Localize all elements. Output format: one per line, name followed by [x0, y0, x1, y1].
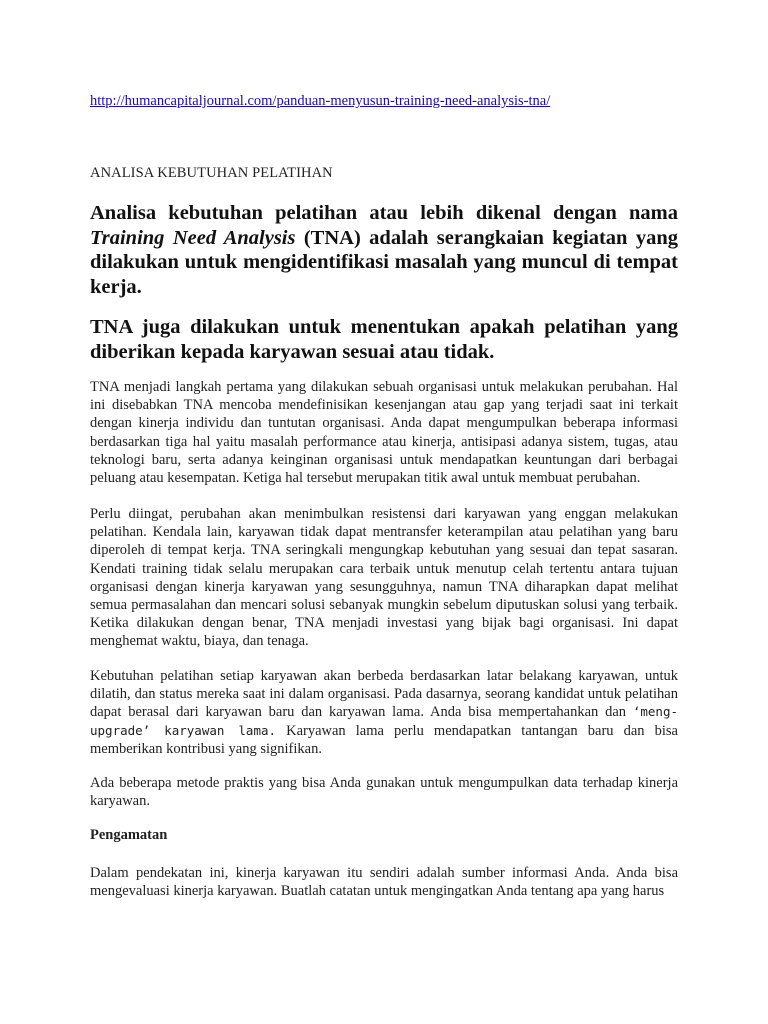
source-link[interactable]: http://humancapitaljournal.com/panduan-menyusun-training-need-analysis-tna/: [90, 93, 551, 109]
heading-paragraph-1: [90, 201, 678, 299]
paragraph3-mono-text: ‘meng-upgrade’ karyawan lama.: [90, 704, 678, 738]
heading-paragraph-2: TNA juga dilakukan untuk menentukan apakah pelatihan yang diberikan kepada karyawan sesuai atau tidak.: [90, 316, 678, 363]
paragraph3-text-2: Karyawan lama perlu mendapatkan tantangan baru dan bisa memberikan kontribusi yang signifikan.: [90, 722, 678, 757]
paragraph3-text-1: Kebutuhan pelatihan setiap karyawan akan berbeda berdasarkan latar belakang karyawan, untuk dilatih, dan status mereka saat ini dalam organisasi. Pada dasarnya, seorang kandidat untuk pelatihan dapat berasal dari karyawan baru dan karyawan lama. Anda bisa mempertahankan dan: [90, 668, 678, 721]
body-paragraph-3: [90, 667, 678, 758]
body-paragraph-4: Ada beberapa metode praktis yang bisa Anda gunakan untuk mengumpulkan data terhadap kinerja karyawan.: [90, 775, 678, 810]
section-title: ANALISA KEBUTUHAN PELATIHAN: [90, 165, 333, 181]
heading1-italic: Training Need Analysis: [90, 226, 296, 249]
body-paragraph-1: TNA menjadi langkah pertama yang dilakukan sebuah organisasi untuk melakukan perubahan. Hal ini disebabkan TNA mencoba mendefinisikan kesenjangan atau gap yang terjadi saat ini terkait dengan kinerja individu dan tuntutan organisasi. Anda dapat mengumpulkan beberapa informasi berdasarkan tiga hal yaitu masalah performance atau kinerja, antisipasi adanya sistem, tugas, atau teknologi baru, serta adanya keinginan organisasi untuk mendapatkan keuntungan dari berbagai peluang atau kesempatan. Ketiga hal tersebut merupakan titik awal untuk membuat perubahan.: [90, 379, 678, 487]
subheading-pengamatan: Pengamatan: [90, 827, 168, 843]
heading1-text-2: (TNA) adalah serangkaian kegiatan yang dilakukan untuk mengidentifikasi masalah yang muncul di tempat kerja.: [90, 226, 678, 298]
body-paragraph-5: Dalam pendekatan ini, kinerja karyawan itu sendiri adalah sumber informasi Anda. Anda bisa mengevaluasi kinerja karyawan. Buatlah catatan untuk mengingatkan Anda tentang apa yang harus: [90, 865, 678, 900]
body-paragraph-2: Perlu diingat, perubahan akan menimbulkan resistensi dari karyawan yang enggan melakukan pelatihan. Kendala lain, karyawan tidak dapat mentransfer keterampilan atau pelatihan yang baru diperoleh di tempat kerja. TNA seringkali mengungkap kebutuhan yang sesuai dan tepat sasaran. Kendati training tidak selalu merupakan cara terbaik untuk menutup celah tertentu antara tujuan organisasi dengan kinerja karyawan yang sesungguhnya, namun TNA diharapkan dapat melihat semua permasalahan dan mencari solusi sebanyak mungkin sebelum diputuskan solusi yang terbaik. Ketika dilakukan dengan benar, TNA menjadi investasi yang bijak bagi organisasi. Ini dapat menghemat waktu, biaya, dan tenaga.: [90, 506, 678, 650]
heading1-text-1: Analisa kebutuhan pelatihan atau lebih dikenal dengan nama: [90, 202, 678, 224]
